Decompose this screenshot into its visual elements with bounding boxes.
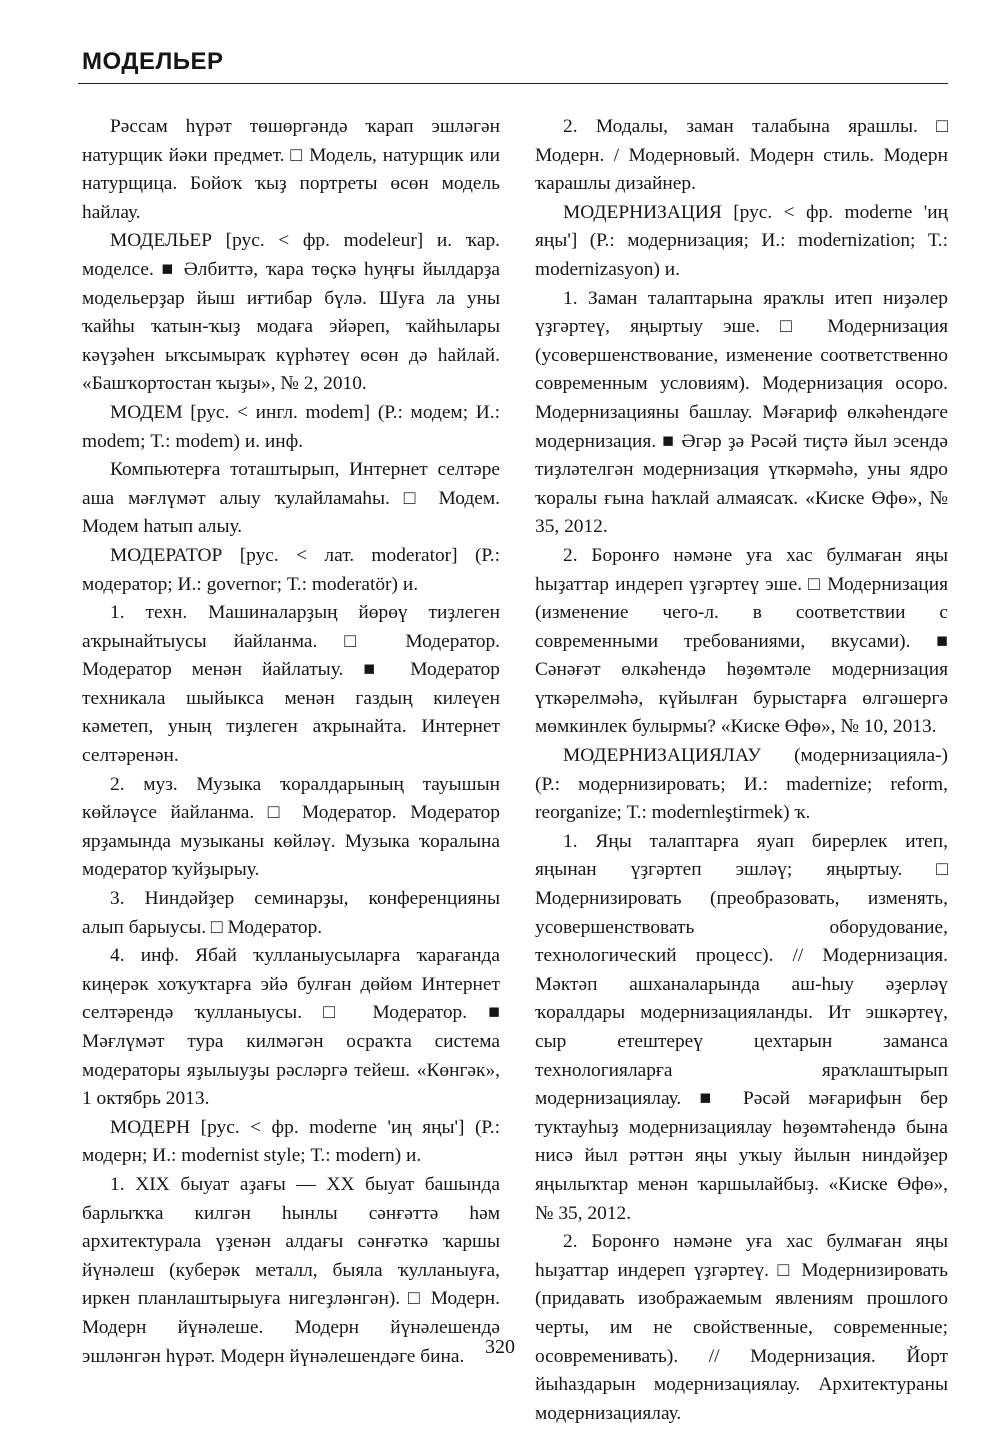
entry-modeler: МОДЕЛЬЕР [рус. < фр. modeleur] и. ҡар. моделсе. ■ Әлбиттә, ҡара төҫкә һуңғы йылдарҙа модельерҙар йыш иғтибар бүлә. Шуға ла уны ҡайһы ҡатын-ҡыҙ модаға эйәреп, ҡайһылары кәүҙәһен ыҡсымыраҡ күрһәтеү өсөн дә һайлай. «Башҡортостан ҡыҙы», № 2, 2010. (82, 230, 500, 395)
left-column (82, 113, 500, 1371)
entry-moderator-sense-2: 2. муз. Музыка ҡоралдарының тауышын көйләүсе йайланма. □ Модератор. Модератор ярҙамында музыканы көйләү. Музыка ҡоралына модератор ҡуйҙырыу. (82, 773, 500, 881)
right-column (535, 113, 948, 1428)
entry-moderator-sense-3: 3. Ниндәйҙер семинарҙы, конференцияны алып барыусы. □ Модератор. (82, 888, 500, 938)
entry-modernization: МОДЕРНИЗАЦИЯ [рус. < фр. moderne 'иң яңы'] (Р.: модернизация; И.: modernization; Т.: modernizasyon) и. (535, 201, 948, 280)
entry-modern-sense-1: 1. XIX быуат аҙағы — XX быуат башында барлыҡҡа килгән һынлы сәнғәттә һәм архитектурала үҙенән алдағы сәнғәткә ҡаршы йүнәлеш (куберәк металл, быяла ҡулланыуға, иркен планлаштырыуға нигеҙләнгән). □ Модерн. Модерн йүнәлеше. Модерн йүнәлешендә эшләнгән һүрәт. Модерн йүнәлешендәге бина. (82, 1173, 500, 1367)
running-header: МОДЕЛЬЕР (82, 48, 224, 75)
entry-modem-def: Компьютерға тоташтырып, Интернет селтәре аша мәғлүмәт алыу ҡулайламаһы. □ Модем. Модем һатып алыу. (82, 459, 500, 538)
entry-modem: МОДЕМ [рус. < ингл. modem] (Р.: модем; И.: modem; Т.: modem) и. инф. (82, 401, 500, 452)
entry-modern-sense-2: 2. Модалы, заман талабына ярашлы. □ Модерн. / Модерновый. Модерн стиль. Модерн ҡарашлы дизайнер. (535, 116, 948, 195)
header-rule (78, 83, 948, 84)
page-number: 320 (485, 1336, 515, 1358)
entry-moderator-sense-4: 4. инф. Ябай ҡулланыусыларға ҡарағанда киңерәк хоҡуҡтарға эйә булған дөйөм Интернет селтәрендә ҡулланыусы. □ Модератор. ■ Мәғлүмәт тура килмәгән осраҡта система модераторы яҙылыуҙы рәсләргә тейеш. «Көнгәк», 1 октябрь 2013. (82, 945, 500, 1110)
entry-modernize: МОДЕРНИЗАЦИЯЛАУ (модернизацияла-) (Р.: модернизировать; И.: madernize; reform, reorganize; Т.: modernleştirmek) ҡ. (535, 745, 948, 824)
entry-modernization-sense-2: 2. Боронғо нәмәне уға хас булмаған яңы һыҙаттар индереп үҙгәртеү эше. □ Модернизация (изменение чего-л. в соответствии с современными требованиями, вкусами). ■ Сәнәғәт өлкәһендә һөҙөмтәле модернизация үткәрелмәһә, күйылған бурыстарға өлгәшергә мөмкинлек булырмы? «Киске Өфө», № 10, 2013. (535, 544, 948, 738)
entry-modernize-sense-1: 1. Яңы талаптарға яуап бирерлек итеп, яңынан үҙгәртеп эшләү; яңыртыу. □ Модернизировать (преобразовать, изменять, усовершенствовать оборудование, технологический процесс). // Модернизация. Мәктәп ашханаларында аш-һыу әҙерләү ҡоралдары модернизацияланды. Ит эшкәртеү, сыр етештереү цехтарын заманса технологияларға яраҡлаштырып модернизациялау. ■ Рәсәй мәғарифын бер туктауһыҙ модернизациялау һөҙөмтәһендә бына нисә йыл рәттән яңы уҡыу йылын ниндәйҙер яңылыҡтар менән ҡаршылайбыҙ. «Киске Өфө», № 35, 2012. (535, 830, 948, 1224)
entry-model-sense: Рәссам һүрәт төшөргәндә ҡарап эшләгән натурщик йәки предмет. □ Модель, натурщик или натурщица. Бойоҡ ҡыҙ портреты өсөн модель һайлау. (82, 116, 500, 223)
entry-moderator: МОДЕРАТОР [рус. < лат. moderator] (Р.: модератор; И.: governor; Т.: moderatör) и. (82, 544, 500, 595)
entry-modern: МОДЕРН [рус. < фр. moderne 'иң яңы'] (Р.: модерн; И.: modernist style; Т.: modern) и. (82, 1116, 500, 1167)
entry-moderator-sense-1: 1. техн. Машиналарҙың йөрөү тиҙлеген аҡрынайтыусы йайланма. □ Модератор. Модератор менән йайлатыу. ■ Модератор техникала шыйыкса менән газдың килеүен кәметеп, уның тиҙлеген аҡрынайта. Интернет селтәренән. (82, 602, 500, 767)
entry-modernization-sense-1: 1. Заман талаптарына яраҡлы итеп ниҙәлер үҙгәртеү, яңыртыу эше. □ Модернизация (усовершенствование, изменение соответственно современным условиям). Модернизация осоро. Модернизацияны башлау. Мәғариф өлкәһендәге модернизация. ■ Әгәр ҙә Рәсәй тиҫтә йыл эсендә тиҙләтелгән модернизация үткәрмәһә, уны ядро ҡоралы ғына һаҡлай алмаясаҡ. «Киске Өфө», № 35, 2012. (535, 287, 948, 538)
entry-modernize-sense-2: 2. Боронғо нәмәне уға хас булмаған яңы һыҙаттар индереп үҙгәртеү. □ Модернизировать (придавать изображаемым явлениям прошлого черты, им не свойственные, современные; осовременивать). // Модернизация. Йорт йыһаздарын модернизациялау. Архитектураны модернизациялау. (535, 1231, 948, 1424)
